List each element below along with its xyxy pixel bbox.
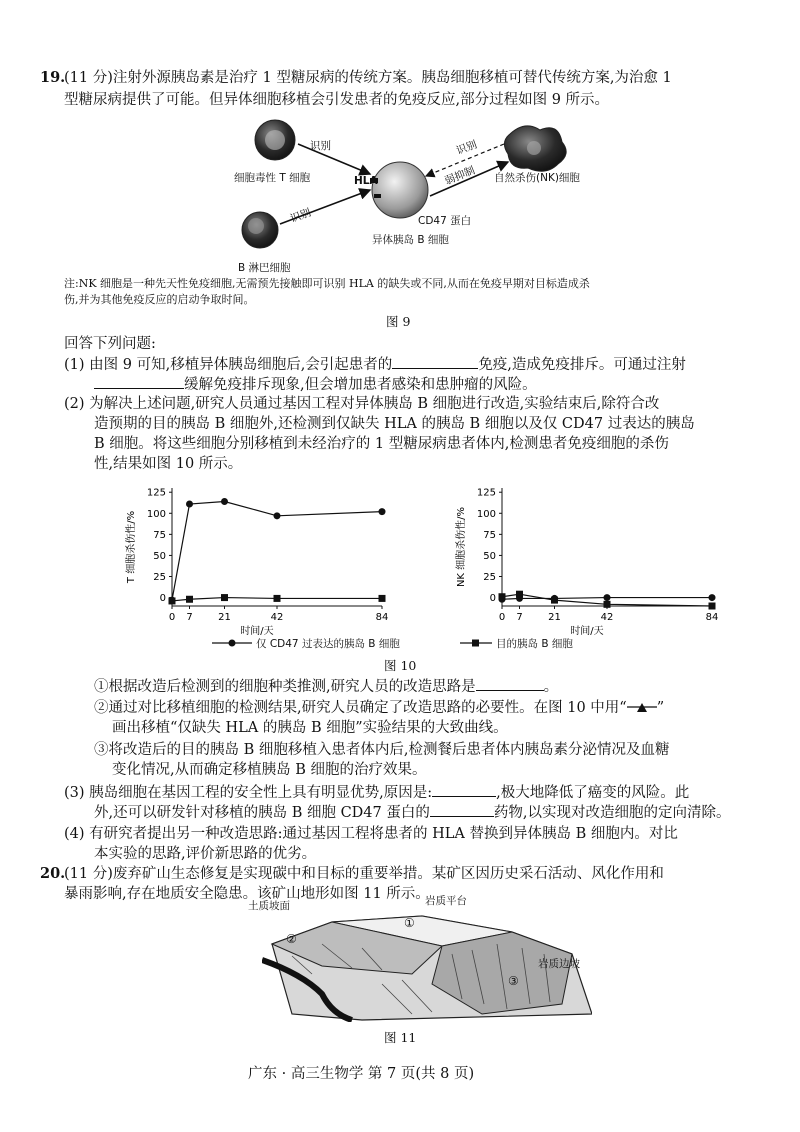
- y-axis-label: NK 细胞杀伤性/%: [456, 506, 467, 588]
- fig9-recog-b: 识别: [288, 206, 313, 226]
- data-point-circle: [379, 508, 386, 515]
- triangle-line-icon: [627, 701, 657, 713]
- cd47-marker: [374, 194, 381, 198]
- y-tick-label: 50: [483, 550, 496, 562]
- data-point-square: [379, 595, 386, 602]
- y-tick-label: 0: [489, 593, 496, 605]
- y-tick-label: 50: [153, 550, 166, 562]
- fig9-t-cell-label: 细胞毒性 T 细胞: [234, 172, 311, 184]
- chart-t-cell-killing: [120, 478, 390, 638]
- fig9-nk-label: 自然杀伤(NK)细胞: [494, 172, 580, 184]
- data-point-square: [274, 595, 281, 602]
- fig9-b-lymph-label: B 淋巴细胞: [238, 262, 291, 274]
- legend-square-label: 目的胰岛 B 细胞: [496, 638, 573, 650]
- q19-sub2-line2: 画出移植“仅缺失 HLA 的胰岛 B 细胞”实验结果的大致曲线。: [112, 720, 508, 736]
- answer-blank[interactable]: [476, 676, 544, 691]
- answer-blank[interactable]: [430, 802, 494, 817]
- q20-line2: 暴雨影响,存在地质安全隐患。该矿山地形如图 11 所示。: [64, 886, 430, 902]
- q19-part2-line2: 造预期的目的胰岛 B 细胞外,还检测到仅缺失 HLA 的胰岛 B 细胞以及仅 CD47 过表达的胰岛: [94, 416, 695, 432]
- fig11-rock-slope-label: 岩质边坡: [538, 958, 580, 970]
- nk-cell-icon: [504, 126, 566, 171]
- q19-number: 19.: [40, 69, 66, 86]
- answer-blank[interactable]: [392, 354, 478, 369]
- fig11-soil-slope-label: 土质坡面: [248, 900, 290, 912]
- page-footer: 广东 · 高三生物学 第 7 页(共 8 页): [248, 1066, 475, 1082]
- q19-sub1: ①根据改造后检测到的细胞种类推测,研究人员的改造思路是 。: [94, 676, 558, 697]
- fig11-marker-2: ②: [286, 932, 297, 946]
- y-tick-label: 100: [476, 508, 496, 520]
- data-point-square: [186, 596, 193, 603]
- y-tick-label: 75: [153, 529, 166, 541]
- q19-part2-line4: 性,结果如图 10 所示。: [94, 456, 243, 472]
- x-tick-label: 21: [548, 612, 561, 623]
- q19-sub3-line2: 变化情况,从而确定移植胰岛 B 细胞的治疗效果。: [112, 762, 427, 778]
- data-point-circle: [709, 594, 716, 601]
- q19-part2-line3: B 细胞。将这些细胞分别移植到未经治疗的 1 型糖尿病患者体内,检测患者免疫细胞的杀伤: [94, 436, 669, 452]
- x-tick-label: 42: [270, 612, 284, 623]
- q19-sub2-line1: ②通过对比移植细胞的检测结果,研究人员确定了改造思路的必要性。在图 10 中用“ ”: [94, 700, 665, 716]
- q19-part1-line2: 缓解免疫排斥现象,但会增加患者感染和患肿瘤的风险。: [94, 374, 537, 395]
- y-tick-label: 125: [146, 487, 166, 499]
- x-tick-label: 21: [218, 612, 231, 623]
- t-cell-icon: [255, 120, 295, 160]
- data-point-square: [516, 591, 523, 598]
- q20-line1: (11 分)废弃矿山生态修复是实现碳中和目标的重要举措。某矿区因历史采石活动、风化作用和: [64, 866, 664, 882]
- y-tick-label: 25: [483, 572, 496, 583]
- x-axis-label: 时间/天: [570, 626, 604, 637]
- answer-blank[interactable]: [432, 782, 496, 797]
- data-point-square: [169, 597, 176, 604]
- data-point-circle: [274, 512, 281, 519]
- q19-line2: 型糖尿病提供了可能。但异体细胞移植会引发患者的免疫反应,部分过程如图 9 所示。: [64, 92, 610, 108]
- fig9-note-line2: 伤,并为其他免疫反应的启动争取时间。: [64, 293, 255, 306]
- chart-nk-cell-killing: [450, 478, 720, 638]
- islet-b-cell-icon: [370, 162, 428, 218]
- fig9-target-label: 异体胰岛 B 细胞: [372, 234, 449, 246]
- data-point-square: [499, 593, 506, 600]
- data-point-circle: [221, 498, 228, 505]
- fig11-marker-3: ③: [508, 974, 519, 988]
- legend-circle-label: 仅 CD47 过表达的胰岛 B 细胞: [256, 638, 400, 650]
- data-point-square: [604, 601, 611, 608]
- q19-part4-line2: 本实验的思路,评价新思路的优劣。: [94, 846, 317, 862]
- x-tick-label: 42: [600, 612, 614, 623]
- q19-sub3-line1: ③将改造后的目的胰岛 B 细胞移植入患者体内后,检测餐后患者体内胰岛素分泌情况及血糖: [94, 742, 670, 758]
- y-tick-label: 0: [159, 593, 166, 605]
- fig9-weak-inhibit: 弱抑制: [443, 164, 477, 188]
- fig9-recog-nk: 识别: [454, 138, 479, 158]
- q19-part4-line1: (4) 有研究者提出另一种改造思路:通过基因工程将患者的 HLA 替换到异体胰岛 B 细胞内。对比: [64, 826, 678, 842]
- data-point-square: [221, 594, 228, 601]
- fig9-recog-t: 识别: [310, 140, 331, 152]
- q20-number: 20.: [40, 865, 66, 882]
- data-point-circle: [186, 501, 193, 508]
- legend-square-marker: [472, 640, 479, 647]
- fig11-caption: 图 11: [384, 1030, 417, 1045]
- q19-line1: (11 分)注射外源胰岛素是治疗 1 型糖尿病的传统方案。胰岛细胞移植可替代传统方案,为治愈 1: [64, 70, 672, 86]
- answer-blank[interactable]: [94, 374, 184, 389]
- fig9-note-line1: 注:NK 细胞是一种先天性免疫细胞,无需预先接触即可识别 HLA 的缺失或不同,从而在免疫早期对目标造成杀: [64, 277, 590, 290]
- q19-part2-line1: (2) 为解决上述问题,研究人员通过基因工程对异体胰岛 B 细胞进行改造,实验结束后,除符合改: [64, 396, 660, 412]
- fig9-caption: 图 9: [386, 314, 411, 329]
- data-point-square: [551, 597, 558, 604]
- figure-9: [220, 112, 620, 272]
- fig9-cd47-label: CD47 蛋白: [418, 215, 472, 227]
- y-tick-label: 125: [476, 487, 496, 499]
- fig11-rock-platform-label: 岩质平台: [425, 895, 467, 907]
- x-tick-label: 7: [516, 612, 523, 623]
- q19-part1-line1: (1) 由图 9 可知,移植异体胰岛细胞后,会引起患者的 免疫,造成免疫排斥。可通过注射: [64, 354, 686, 375]
- x-tick-label: 0: [498, 612, 506, 623]
- q19-part3-line2: 外,还可以研发针对移植的胰岛 B 细胞 CD47 蛋白的 药物,以实现对改造细胞的定向清除。: [94, 802, 730, 823]
- fig9-hla-label: HLA: [354, 175, 378, 187]
- fig11-marker-1: ①: [404, 916, 415, 930]
- x-tick-label: 0: [168, 612, 176, 623]
- data-point-circle: [604, 594, 611, 601]
- y-tick-label: 25: [153, 572, 166, 583]
- y-tick-label: 100: [146, 508, 166, 520]
- x-tick-label: 84: [705, 612, 719, 623]
- fig10-caption: 图 10: [384, 658, 417, 673]
- x-tick-label: 7: [186, 612, 193, 623]
- x-axis-label: 时间/天: [240, 626, 274, 637]
- data-point-square: [709, 603, 716, 610]
- legend-circle-marker: [229, 640, 236, 647]
- q19-part3-line1: (3) 胰岛细胞在基因工程的安全性上具有明显优势,原因是: ,极大地降低了癌变的风险。此: [64, 782, 689, 803]
- x-tick-label: 84: [375, 612, 389, 623]
- y-tick-label: 75: [483, 529, 496, 541]
- b-lymphocyte-icon: [242, 212, 278, 248]
- answer-intro: 回答下列问题:: [64, 336, 156, 352]
- y-axis-label: T 细胞杀伤性/%: [126, 510, 137, 584]
